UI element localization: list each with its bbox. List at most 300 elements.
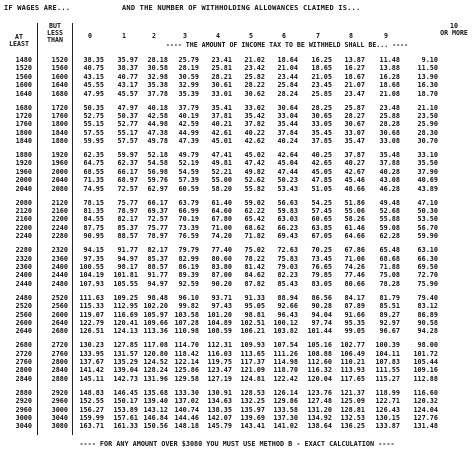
table-row [0, 199, 474, 207]
tax-amount-cell: 130.91 [207, 388, 232, 397]
tax-amount-cell: 69.37 [147, 207, 168, 216]
tax-amount-cell: 115.33 [79, 302, 104, 311]
wage-less-than-cell: 2480 [51, 279, 68, 288]
wage-less-than-cell: 2640 [51, 318, 68, 327]
tax-amount-cell: 23.50 [417, 111, 438, 120]
tax-amount-cell: 69.50 [417, 262, 438, 271]
row-group [0, 56, 474, 98]
tax-amount-cell: 120.32 [413, 397, 438, 406]
table-row [0, 56, 474, 64]
tax-amount-cell: 56.98 [147, 167, 168, 176]
wage-at-least-cell: 1600 [15, 81, 32, 90]
tax-amount-cell: 62.35 [83, 151, 104, 160]
col-header-at: AT [15, 33, 23, 41]
tax-amount-cell: 100.55 [79, 262, 104, 271]
col-header-allowance: 9 [384, 32, 388, 40]
tax-amount-cell: 81.42 [244, 262, 265, 271]
wage-at-least-cell: 2040 [15, 184, 32, 193]
tax-amount-cell: 145.79 [207, 422, 232, 431]
tax-amount-cell: 79.79 [178, 246, 199, 255]
tax-amount-cell: 163.71 [79, 422, 104, 431]
col-header-or-more: OR MORE [440, 29, 468, 37]
tax-amount-cell: 116.32 [307, 366, 332, 375]
footer-note: ---- FOR ANY AMOUNT OVER $3080 YOU MUST USE METHOD B - EXACT CALCULATION ---- [79, 440, 395, 448]
tax-amount-cell: 146.84 [143, 414, 168, 422]
wage-less-than-cell: 3080 [51, 422, 68, 431]
table-row [0, 271, 474, 279]
tax-amount-cell: 43.17 [117, 81, 138, 90]
tax-amount-cell: 125.09 [340, 397, 365, 406]
tax-amount-cell: 88.57 [117, 232, 138, 241]
tax-amount-cell: 104.19 [79, 271, 104, 280]
wage-at-least-cell: 3000 [15, 414, 32, 422]
tax-amount-cell: 23.45 [311, 81, 332, 90]
tax-amount-cell: 16.30 [417, 81, 438, 90]
amount-withheld-line: ---- THE AMOUNT OF INCOME TAX TO BE WITHHELD SHALL BE... ---- [165, 41, 409, 49]
table-row [0, 104, 474, 112]
tax-amount-cell: 40.22 [244, 128, 265, 137]
tax-amount-cell: 85.51 [379, 302, 400, 311]
table-row [0, 319, 474, 327]
tax-amount-cell: 113.36 [143, 327, 168, 336]
tax-amount-cell: 120.04 [307, 374, 332, 383]
tax-amount-cell: 57.39 [178, 176, 199, 185]
tax-amount-cell: 54.58 [147, 159, 168, 168]
col-header-allowance: 8 [349, 32, 353, 40]
tax-amount-cell: 32.99 [178, 81, 199, 90]
tax-amount-cell: 135.97 [240, 405, 265, 414]
tax-amount-cell: 116.03 [207, 349, 232, 358]
tax-amount-cell: 37.79 [178, 103, 199, 112]
tax-amount-cell: 33.07 [344, 128, 365, 137]
tax-amount-cell: 110.98 [174, 327, 199, 336]
tax-amount-cell: 47.97 [117, 103, 138, 112]
tax-amount-cell: 37.81 [211, 111, 232, 120]
tax-amount-cell: 94.97 [117, 254, 138, 263]
tax-amount-cell: 161.33 [113, 422, 138, 431]
tax-amount-cell: 55.00 [211, 176, 232, 185]
tax-amount-cell: 135.29 [113, 358, 138, 367]
tax-amount-cell: 140.74 [174, 405, 199, 414]
table-row [0, 185, 474, 193]
tax-amount-cell: 87.00 [211, 271, 232, 280]
tax-amount-cell: 122.42 [273, 374, 298, 383]
tax-amount-cell: 104.89 [207, 318, 232, 327]
tax-amount-cell: 105.55 [113, 279, 138, 288]
wage-less-than-cell: 2000 [51, 167, 68, 176]
tax-amount-cell: 40.69 [417, 176, 438, 185]
tax-amount-cell: 90.58 [417, 318, 438, 327]
wage-at-least-cell: 2440 [15, 279, 32, 288]
wage-at-least-cell: 2480 [15, 293, 32, 302]
tax-amount-cell: 87.75 [83, 223, 104, 232]
tax-amount-cell: 40.75 [83, 64, 104, 73]
tax-amount-cell: 150.56 [143, 422, 168, 431]
wage-at-least-cell: 2280 [15, 246, 32, 255]
tax-amount-cell: 57.55 [83, 128, 104, 137]
wage-at-least-cell: 1520 [15, 64, 32, 73]
tax-amount-cell: 118.70 [273, 366, 298, 375]
tax-amount-cell: 44.99 [178, 128, 199, 137]
tax-amount-cell: 63.10 [417, 246, 438, 255]
tax-amount-cell: 90.20 [211, 279, 232, 288]
tax-amount-cell: 141.02 [273, 422, 298, 431]
wage-less-than-cell: 2920 [51, 388, 68, 397]
tax-amount-cell: 60.65 [311, 215, 332, 224]
tax-amount-cell: 107.54 [273, 341, 298, 350]
wages-heading: IF WAGES ARE... [4, 4, 71, 12]
tax-amount-cell: 142.07 [207, 414, 232, 422]
tax-amount-cell: 30.58 [147, 64, 168, 73]
tax-amount-cell: 25.88 [379, 111, 400, 120]
wage-at-least-cell: 2920 [15, 397, 32, 406]
allowances-heading: AND THE NUMBER OF WITHHOLDING ALLOWANCES CLAIMED IS... [122, 4, 361, 12]
tax-amount-cell: 152.55 [79, 397, 104, 406]
tax-amount-cell: 83.05 [311, 279, 332, 288]
tax-amount-cell: 62.22 [244, 207, 265, 216]
tax-amount-cell: 82.17 [147, 246, 168, 255]
tax-amount-cell: 75.90 [417, 279, 438, 288]
tax-amount-cell: 99.05 [344, 327, 365, 336]
tax-amount-cell: 98.81 [244, 310, 265, 319]
tax-amount-cell: 75.77 [147, 223, 168, 232]
wage-at-least-cell: 3040 [15, 422, 32, 431]
tax-amount-cell: 44.98 [147, 120, 168, 129]
table-row [0, 168, 474, 176]
tax-amount-cell: 25.87 [344, 103, 365, 112]
tax-amount-cell: 25.79 [178, 56, 199, 64]
wage-at-least-cell: 2160 [15, 215, 32, 224]
tax-amount-cell: 85.37 [117, 223, 138, 232]
tax-amount-cell: 143.12 [143, 405, 168, 414]
tax-amount-cell: 103.58 [174, 310, 199, 319]
wage-less-than-cell: 1560 [51, 64, 68, 73]
tax-amount-cell: 138.64 [307, 422, 332, 431]
tax-amount-cell: 47.10 [417, 198, 438, 207]
tax-amount-cell: 133.30 [174, 388, 199, 397]
tax-amount-cell: 28.18 [147, 56, 168, 64]
col-header-allowance: 6 [282, 32, 286, 40]
tax-amount-cell: 40.21 [211, 120, 232, 129]
tax-amount-cell: 88.94 [277, 293, 298, 302]
tax-amount-cell: 55.06 [344, 207, 365, 216]
tax-amount-cell: 45.55 [83, 81, 104, 90]
col-header-less: LESS [47, 29, 63, 37]
tax-amount-cell: 83.80 [211, 262, 232, 271]
tax-amount-cell: 78.97 [147, 232, 168, 241]
tax-amount-cell: 16.28 [379, 72, 400, 81]
tax-amount-cell: 16.25 [311, 56, 332, 64]
tax-amount-cell: 80.60 [211, 254, 232, 263]
tax-amount-cell: 70.25 [311, 246, 332, 255]
tax-amount-cell: 133.58 [273, 405, 298, 414]
tax-amount-cell: 92.97 [379, 318, 400, 327]
tax-amount-cell: 94.28 [417, 327, 438, 336]
tax-amount-cell: 102.77 [340, 341, 365, 350]
tax-amount-cell: 121.37 [340, 388, 365, 397]
tax-amount-cell: 94.15 [83, 246, 104, 255]
tax-amount-cell: 66.17 [117, 167, 138, 176]
table-row [0, 129, 474, 137]
tax-amount-cell: 53.43 [277, 184, 298, 193]
wage-less-than-cell: 2240 [51, 223, 68, 232]
tax-amount-cell: 137.30 [273, 414, 298, 422]
wage-at-least-cell: 1840 [15, 137, 32, 146]
table-row [0, 389, 474, 397]
wage-at-least-cell: 2360 [15, 262, 32, 271]
tax-amount-cell: 92.59 [178, 279, 199, 288]
tax-amount-cell: 77.46 [344, 271, 365, 280]
tax-amount-cell: 47.95 [83, 89, 104, 98]
tax-amount-cell: 127.85 [113, 341, 138, 350]
tax-amount-cell: 25.90 [417, 120, 438, 129]
table-row [0, 414, 474, 422]
tax-amount-cell: 138.35 [207, 405, 232, 414]
tax-amount-cell: 28.28 [379, 120, 400, 129]
wage-at-least-cell: 1680 [15, 103, 32, 112]
row-group [0, 246, 474, 288]
tax-amount-cell: 30.61 [211, 81, 232, 90]
tax-amount-cell: 132.53 [340, 414, 365, 422]
tax-amount-cell: 137.02 [174, 397, 199, 406]
table-row [0, 112, 474, 120]
tax-amount-cell: 76.59 [178, 232, 199, 241]
tax-amount-cell: 78.15 [83, 198, 104, 207]
tax-amount-cell: 94.04 [311, 310, 332, 319]
tax-amount-cell: 28.27 [344, 111, 365, 120]
tax-amount-cell: 56.70 [417, 223, 438, 232]
tax-amount-cell: 42.58 [147, 111, 168, 120]
tax-amount-cell: 33.04 [277, 111, 298, 120]
tax-amount-cell: 85.43 [277, 279, 298, 288]
tax-amount-cell: 59.97 [117, 151, 138, 160]
tax-amount-cell: 71.88 [379, 262, 400, 271]
tax-amount-cell: 106.21 [240, 327, 265, 336]
tax-amount-cell: 58.26 [344, 215, 365, 224]
table-row [0, 406, 474, 414]
tax-amount-cell: 21.08 [379, 89, 400, 98]
tax-amount-cell: 64.60 [211, 207, 232, 216]
tax-amount-cell: 49.79 [178, 151, 199, 160]
table-title-line [4, 4, 472, 14]
tax-amount-cell: 124.52 [143, 358, 168, 367]
wage-less-than-cell: 2160 [51, 207, 68, 216]
tax-amount-cell: 28.25 [311, 103, 332, 112]
tax-amount-cell: 37.88 [379, 159, 400, 168]
tax-amount-cell: 139.04 [113, 366, 138, 375]
table-row [0, 176, 474, 184]
tax-amount-cell: 126.43 [375, 405, 400, 414]
wage-less-than-cell: 1520 [51, 56, 68, 64]
col-header-least: LEAST [9, 40, 29, 48]
tax-amount-cell: 71.00 [211, 223, 232, 232]
tax-amount-cell: 38.35 [83, 56, 104, 64]
tax-amount-cell: 96.10 [178, 293, 199, 302]
tax-amount-cell: 43.89 [417, 184, 438, 193]
tax-amount-cell: 129.86 [273, 397, 298, 406]
wage-at-least-cell: 1880 [15, 151, 32, 160]
tax-amount-cell: 63.03 [277, 215, 298, 224]
wage-less-than-cell: 1600 [51, 72, 68, 81]
wage-at-least-cell: 2960 [15, 405, 32, 414]
wage-at-least-cell: 1800 [15, 128, 32, 137]
tax-amount-cell: 119.07 [79, 310, 104, 319]
tax-amount-cell: 23.42 [244, 64, 265, 73]
tax-amount-cell: 81.79 [379, 293, 400, 302]
tax-amount-cell: 82.17 [117, 215, 138, 224]
tax-amount-cell: 32.98 [147, 72, 168, 81]
tax-amount-cell: 133.87 [375, 422, 400, 431]
tax-amount-cell: 51.86 [344, 198, 365, 207]
tax-amount-cell: 11.48 [379, 56, 400, 64]
tax-amount-cell: 42.65 [311, 159, 332, 168]
tax-amount-cell: 112.31 [207, 341, 232, 350]
tax-amount-cell: 23.47 [344, 89, 365, 98]
wage-at-least-cell: 2120 [15, 207, 32, 216]
tax-amount-cell: 21.04 [277, 64, 298, 73]
tax-amount-cell: 83.12 [417, 302, 438, 311]
tax-amount-cell: 71.35 [83, 176, 104, 185]
col-header-allowance: 0 [88, 32, 92, 40]
tax-amount-cell: 78.28 [379, 279, 400, 288]
tax-amount-cell: 141.42 [79, 366, 104, 375]
tax-amount-cell: 75.08 [379, 271, 400, 280]
wage-at-least-cell: 2080 [15, 198, 32, 207]
tax-amount-cell: 118.42 [174, 349, 199, 358]
tax-amount-cell: 133.95 [79, 349, 104, 358]
table-row [0, 151, 474, 159]
tax-amount-cell: 125.86 [174, 366, 199, 375]
wage-less-than-cell: 3040 [51, 414, 68, 422]
tax-amount-cell: 113.93 [340, 366, 365, 375]
tax-amount-cell: 80.66 [344, 279, 365, 288]
wage-less-than-cell: 1720 [51, 103, 68, 112]
tax-amount-cell: 99.82 [178, 302, 199, 311]
tax-amount-cell: 123.76 [307, 388, 332, 397]
table-row [0, 81, 474, 89]
tax-amount-cell: 68.68 [379, 254, 400, 263]
tax-amount-cell: 35.50 [417, 159, 438, 168]
tax-amount-cell: 68.97 [117, 176, 138, 185]
table-row [0, 280, 474, 288]
tax-amount-cell: 40.28 [379, 167, 400, 176]
tax-amount-cell: 128.81 [340, 405, 365, 414]
wage-less-than-cell: 2680 [51, 327, 68, 336]
tax-amount-cell: 21.02 [244, 56, 265, 64]
tax-amount-cell: 131.96 [143, 374, 168, 383]
tax-amount-cell: 46.28 [379, 184, 400, 193]
tax-amount-cell: 78.22 [244, 254, 265, 263]
tax-amount-cell: 18.65 [311, 64, 332, 73]
tax-amount-cell: 67.86 [344, 246, 365, 255]
tax-amount-cell: 33.05 [311, 120, 332, 129]
tax-amount-cell: 123.47 [207, 366, 232, 375]
tax-amount-cell: 16.27 [344, 64, 365, 73]
wage-at-least-cell: 2000 [15, 176, 32, 185]
tax-amount-cell: 114.98 [273, 358, 298, 367]
tax-amount-cell: 119.75 [207, 358, 232, 367]
tax-amount-cell: 53.50 [417, 215, 438, 224]
wage-less-than-cell: 1680 [51, 89, 68, 98]
tax-amount-cell: 50.37 [117, 111, 138, 120]
tax-amount-cell: 90.28 [311, 302, 332, 311]
tax-amount-cell: 82.99 [178, 254, 199, 263]
tax-amount-cell: 42.61 [211, 128, 232, 137]
tax-amount-cell: 9.10 [421, 56, 438, 64]
tax-amount-cell: 96.67 [379, 327, 400, 336]
tax-amount-cell: 101.81 [113, 271, 138, 280]
tax-amount-cell: 95.35 [344, 318, 365, 327]
row-group [0, 389, 474, 431]
tax-amount-cell: 42.67 [344, 167, 365, 176]
tax-amount-cell: 73.45 [311, 254, 332, 263]
wage-at-least-cell: 1560 [15, 72, 32, 81]
table-row [0, 120, 474, 128]
tax-amount-cell: 79.03 [277, 262, 298, 271]
table-row [0, 294, 474, 302]
tax-amount-cell: 88.57 [147, 262, 168, 271]
wage-less-than-cell: 2720 [51, 341, 68, 350]
wage-less-than-cell: 3000 [51, 405, 68, 414]
tax-amount-cell: 57.45 [311, 207, 332, 216]
tax-amount-cell: 37.84 [277, 128, 298, 137]
tax-amount-cell: 107.28 [174, 318, 199, 327]
tax-amount-cell: 108.59 [207, 327, 232, 336]
wage-less-than-cell: 1920 [51, 151, 68, 160]
col-header-allowance: 4 [216, 32, 220, 40]
tax-amount-cell: 52.62 [244, 176, 265, 185]
tax-amount-cell: 45.02 [244, 151, 265, 160]
tax-amount-cell: 66.23 [277, 223, 298, 232]
tax-amount-cell: 81.35 [83, 207, 104, 216]
tax-amount-cell: 40.77 [117, 72, 138, 81]
tax-amount-cell: 104.11 [375, 349, 400, 358]
tax-amount-cell: 97.35 [83, 254, 104, 263]
table-row [0, 341, 474, 349]
tax-amount-cell: 54.25 [311, 198, 332, 207]
wage-less-than-cell: 1840 [51, 128, 68, 137]
wage-less-than-cell: 1640 [51, 81, 68, 90]
table-row [0, 232, 474, 240]
tax-amount-cell: 105.97 [143, 310, 168, 319]
tax-amount-cell: 111.26 [273, 349, 298, 358]
table-row [0, 73, 474, 81]
col-header-allowance: 1 [122, 32, 126, 40]
table-row [0, 263, 474, 271]
tax-amount-cell: 66.17 [147, 198, 168, 207]
tax-amount-cell: 145.11 [79, 374, 104, 383]
tax-amount-cell: 75.02 [244, 246, 265, 255]
tax-amount-cell: 37.85 [311, 137, 332, 146]
tax-amount-cell: 111.55 [375, 366, 400, 375]
tax-amount-cell: 109.16 [413, 366, 438, 375]
tax-amount-cell: 120.80 [143, 349, 168, 358]
tax-amount-cell: 35.45 [311, 128, 332, 137]
row-group [0, 294, 474, 336]
tax-amount-cell: 59.76 [147, 176, 168, 185]
tax-amount-cell: 114.70 [174, 341, 199, 350]
tax-amount-cell: 23.44 [277, 72, 298, 81]
wage-at-least-cell: 2880 [15, 388, 32, 397]
tax-amount-cell: 21.07 [344, 81, 365, 90]
tax-amount-cell: 33.08 [379, 137, 400, 146]
tax-amount-cell: 92.66 [277, 302, 298, 311]
tax-amount-cell: 134.63 [207, 397, 232, 406]
tax-amount-cell: 30.68 [379, 128, 400, 137]
tax-amount-cell: 30.67 [344, 120, 365, 129]
tax-amount-cell: 18.68 [379, 81, 400, 90]
tax-amount-cell: 79.85 [311, 271, 332, 280]
